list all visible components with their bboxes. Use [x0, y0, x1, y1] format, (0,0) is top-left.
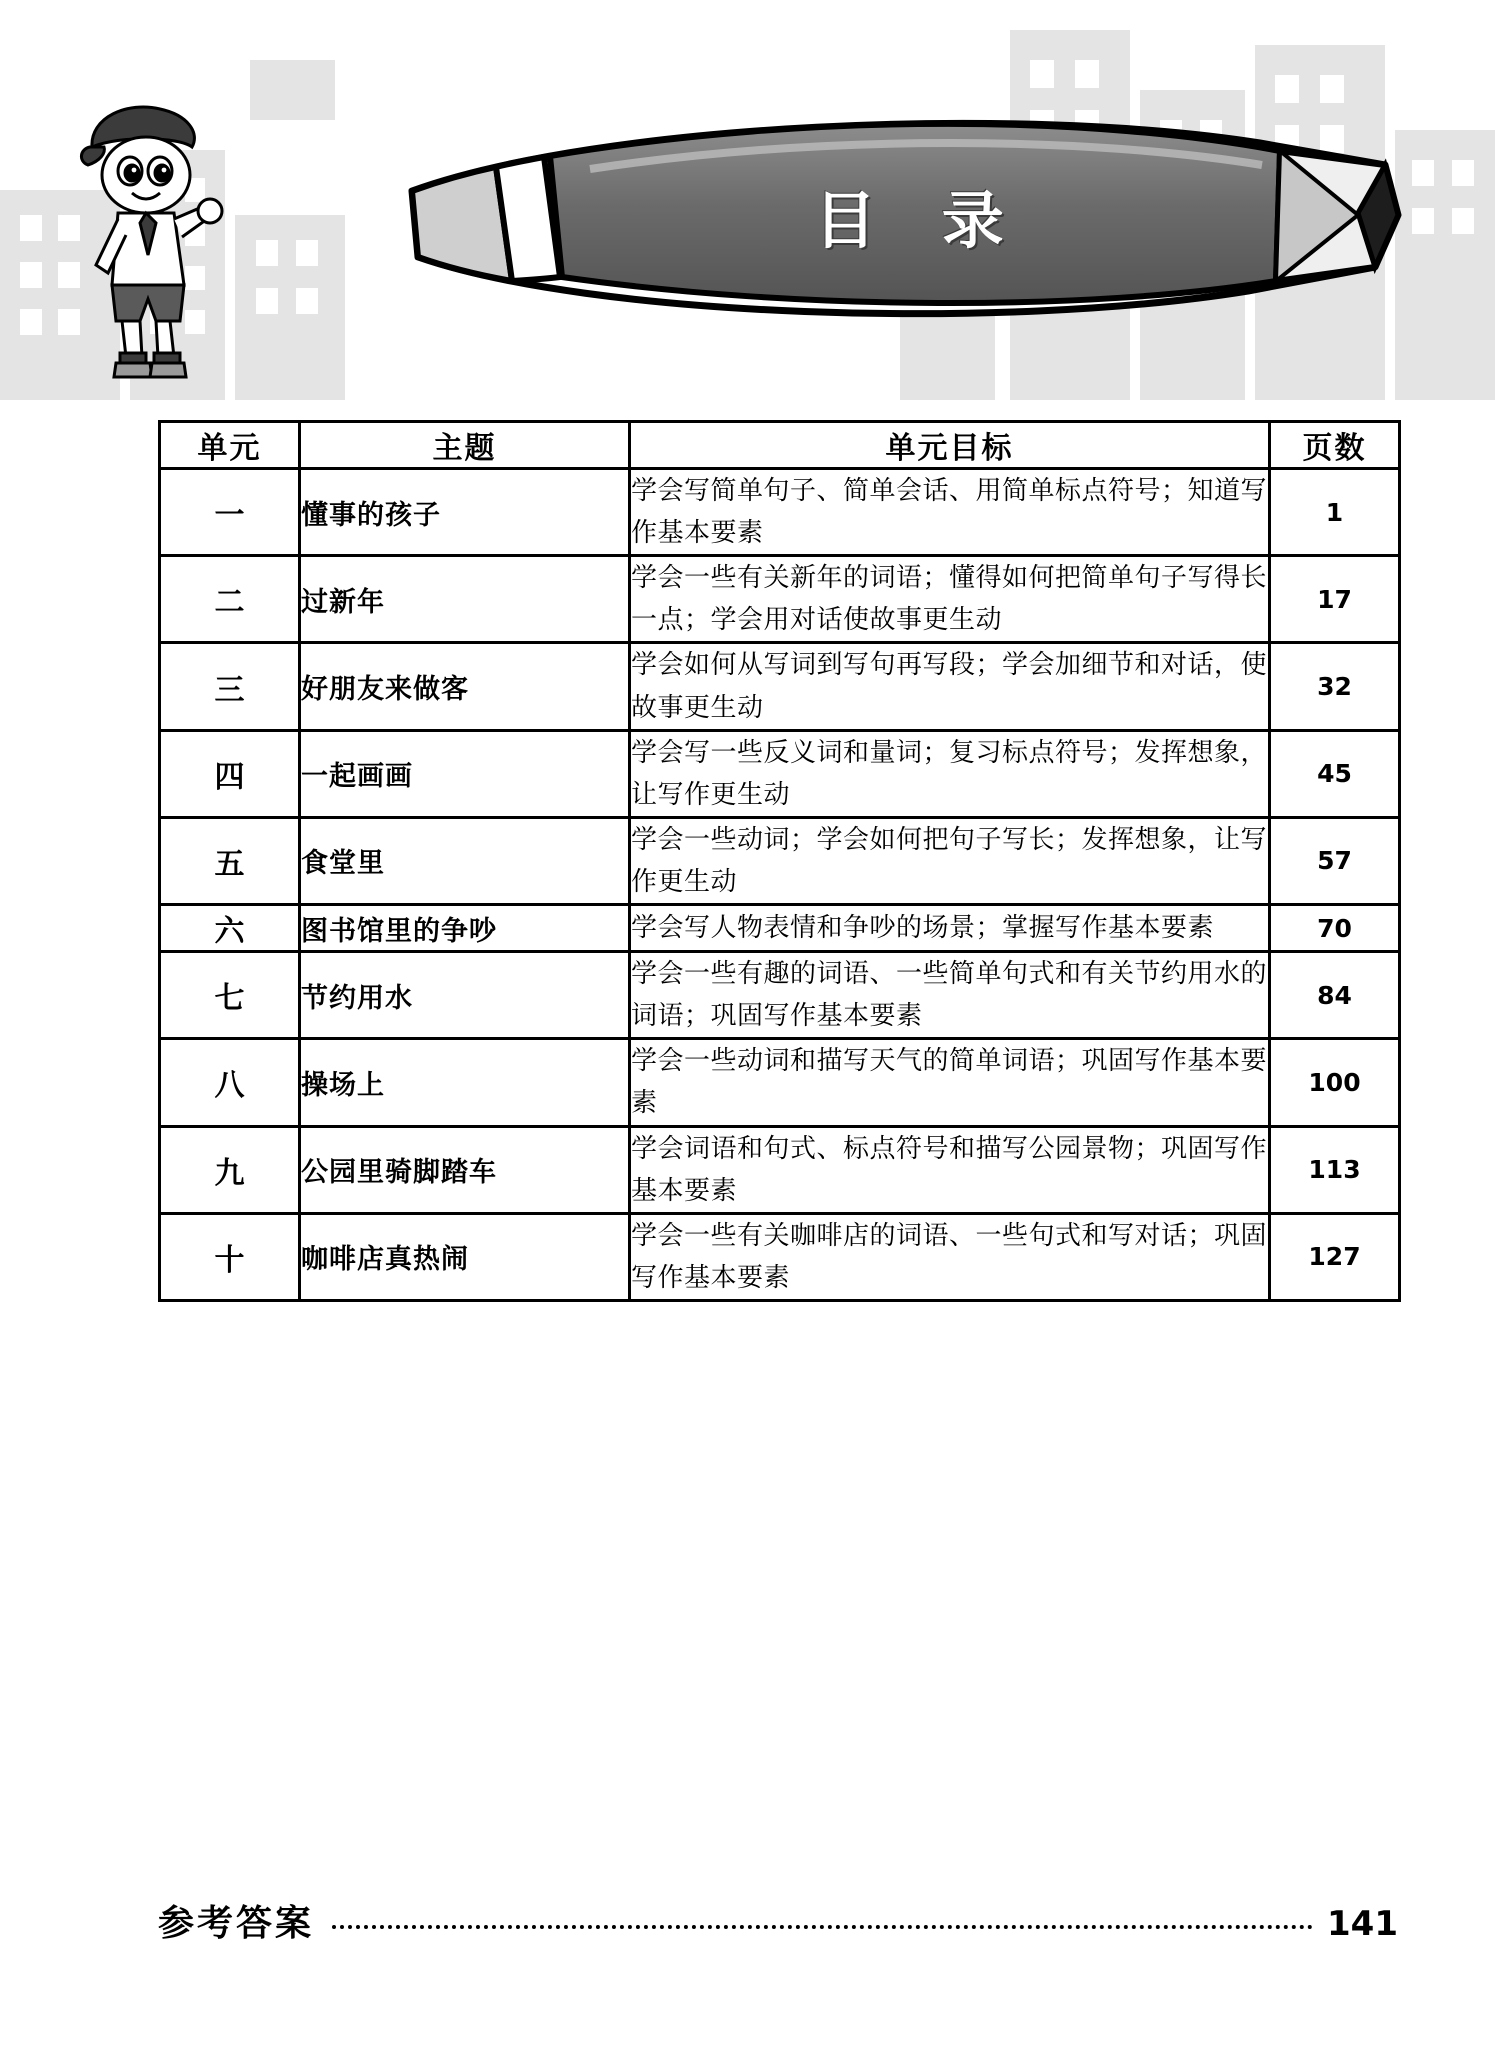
pencil-banner-icon [400, 95, 1410, 335]
cell-page: 127 [1270, 1213, 1400, 1300]
cell-goal: 学会一些有趣的词语、一些简单句式和有关节约用水的词语；巩固写作基本要素 [630, 952, 1270, 1039]
column-header-page: 页数 [1270, 422, 1400, 469]
answers-entry[interactable] [158, 1895, 1398, 1946]
cell-unit: 二 [160, 556, 300, 643]
cell-topic: 过新年 [300, 556, 630, 643]
page-header [0, 0, 1495, 400]
cell-page: 100 [1270, 1039, 1400, 1126]
table-header-row [160, 422, 1400, 469]
cell-page: 17 [1270, 556, 1400, 643]
answers-page-number: 141 [1327, 1904, 1398, 1944]
table-row[interactable] [160, 1039, 1400, 1126]
cell-goal: 学会写简单句子、简单会话、用简单标点符号；知道写作基本要素 [630, 469, 1270, 556]
cell-unit: 九 [160, 1126, 300, 1213]
cell-page: 113 [1270, 1126, 1400, 1213]
table-row[interactable] [160, 952, 1400, 1039]
cell-unit: 十 [160, 1213, 300, 1300]
cell-topic: 懂事的孩子 [300, 469, 630, 556]
page-title: 目 录 [814, 183, 1026, 257]
cell-goal: 学会一些动词和描写天气的简单词语；巩固写作基本要素 [630, 1039, 1270, 1126]
cell-unit: 四 [160, 730, 300, 817]
table-row[interactable] [160, 469, 1400, 556]
cell-topic: 公园里骑脚踏车 [300, 1126, 630, 1213]
dot-leader [332, 1925, 1313, 1929]
cell-topic: 好朋友来做客 [300, 643, 630, 730]
cell-goal: 学会词语和句式、标点符号和描写公园景物；巩固写作基本要素 [630, 1126, 1270, 1213]
table-row[interactable] [160, 730, 1400, 817]
table-row[interactable] [160, 643, 1400, 730]
cell-topic: 节约用水 [300, 952, 630, 1039]
table-row[interactable] [160, 905, 1400, 952]
cell-unit: 八 [160, 1039, 300, 1126]
cell-topic: 一起画画 [300, 730, 630, 817]
table-row[interactable] [160, 817, 1400, 904]
cell-page: 84 [1270, 952, 1400, 1039]
cell-topic: 食堂里 [300, 817, 630, 904]
table-row[interactable] [160, 1126, 1400, 1213]
column-header-unit: 单元 [160, 422, 300, 469]
cell-goal: 学会一些有关新年的词语；懂得如何把简单句子写得长一点；学会用对话使故事更生动 [630, 556, 1270, 643]
cell-goal: 学会一些有关咖啡店的词语、一些句式和写对话；巩固写作基本要素 [630, 1213, 1270, 1300]
cell-unit: 三 [160, 643, 300, 730]
cell-goal: 学会一些动词；学会如何把句子写长；发挥想象，让写作更生动 [630, 817, 1270, 904]
cell-topic: 操场上 [300, 1039, 630, 1126]
answers-label: 参考答案 [158, 1903, 315, 1944]
cell-page: 45 [1270, 730, 1400, 817]
column-header-goal: 单元目标 [630, 422, 1270, 469]
toc-table [158, 420, 1401, 1302]
cell-page: 57 [1270, 817, 1400, 904]
cell-topic: 图书馆里的争吵 [300, 905, 630, 952]
cell-goal: 学会写人物表情和争吵的场景；掌握写作基本要素 [630, 905, 1270, 952]
cell-topic: 咖啡店真热闹 [300, 1213, 630, 1300]
cell-unit: 七 [160, 952, 300, 1039]
boy-mascot-icon [60, 95, 240, 385]
table-row[interactable] [160, 556, 1400, 643]
cell-page: 1 [1270, 469, 1400, 556]
cell-goal: 学会如何从写词到写句再写段；学会加细节和对话，使故事更生动 [630, 643, 1270, 730]
table-row[interactable] [160, 1213, 1400, 1300]
cell-page: 32 [1270, 643, 1400, 730]
toc-table-container [158, 420, 1398, 1302]
cell-page: 70 [1270, 905, 1400, 952]
cell-unit: 五 [160, 817, 300, 904]
cell-unit: 六 [160, 905, 300, 952]
cell-unit: 一 [160, 469, 300, 556]
column-header-topic: 主题 [300, 422, 630, 469]
cell-goal: 学会写一些反义词和量词；复习标点符号；发挥想象，让写作更生动 [630, 730, 1270, 817]
